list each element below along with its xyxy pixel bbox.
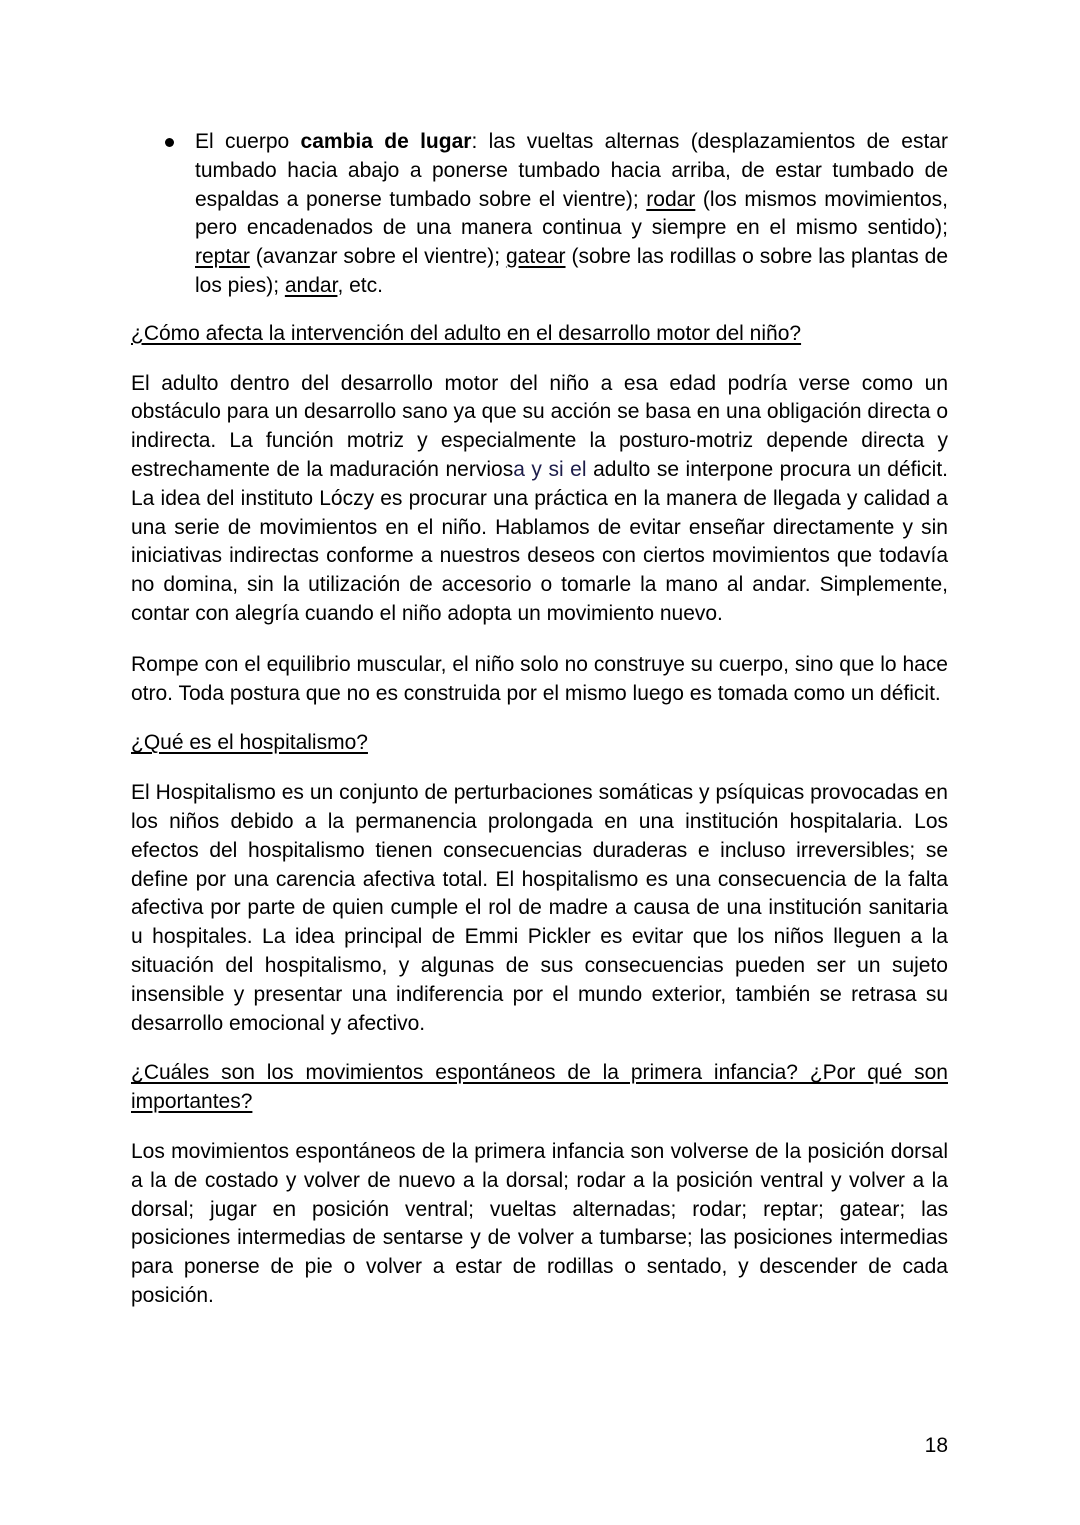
paragraph-1-part-a: El adulto dentro del desarrollo motor del niño a esa edad podría verse como un obstáculo para un desarrollo sano ya que su acción se basa en una obligación directa o indirecta. La función motriz y especialmente la posturo-motriz depende directa y estrechamente de la maduración nervios: [131, 371, 948, 481]
bullet-bold-term: cambia de lugar: [300, 130, 472, 153]
paragraph-1-part-c: adulto se interpone procura un déficit. La idea del instituto Lóczy es procurar una práctica en la manera de llegada y calidad a una serie de movimientos en el niño. Hablamos de evitar enseñar directamente y sin iniciativas indirectas conforme a nuestros deseos con ciertos movimientos que todavía no domina, sin la utilización de accesorio o tomarle la mano al andar. Simplemente, contar con alegría cuando el niño adopta un movimiento nuevo.: [131, 457, 948, 625]
question-heading-3: ¿Cuáles son los movimientos espontáneos de la primera infancia? ¿Por qué son importantes?: [131, 1061, 948, 1114]
bullet-prefix: El cuerpo: [195, 130, 301, 153]
term-rodar: rodar: [646, 187, 696, 211]
bullet-text-1: : las vueltas alternas (desplazamientos de estar tumbado hacia abajo a ponerse tumbado hacia arriba, de estar tumbado de espaldas a ponerse tumbado sobre el vientre);: [195, 130, 948, 211]
term-andar: andar: [284, 273, 338, 297]
bullet-text-2: (los mismos movimientos, pero encadenados de una manera continua y siempre en el mismo sentido);: [195, 187, 948, 240]
question-heading-1: ¿Cómo afecta la intervención del adulto en el desarrollo motor del niño?: [131, 321, 802, 345]
paragraph-spontaneous-movements: Los movimientos espontáneos de la primera infancia son volverse de la posición dorsal a la de costado y volver de nuevo a la dorsal; rodar a la posición ventral y volver a la dorsal; jugar en posición ventral; vueltas alternadas; rodar; reptar; gatear; las posiciones intermedias de sentarse y de volver a tumbarse; las posiciones intermedias para ponerse de pie o volver a estar de rodillas o sentado, y descender de cada posición.: [131, 1139, 948, 1307]
bullet-list-item: [131, 128, 948, 301]
bullet-text-3: (avanzar sobre el vientre);: [249, 245, 506, 269]
paragraph-muscular-balance: Rompe con el equilibrio muscular, el niño solo no construye su cuerpo, sino que lo hace otro. Toda postura que no es construida por el mismo luego es tomada como un déficit.: [131, 652, 948, 705]
bullet-paragraph: [195, 128, 948, 301]
page-content: [131, 128, 948, 1311]
term-reptar: reptar: [195, 245, 250, 269]
bullet-text-5: , etc.: [337, 273, 383, 297]
question-heading-2: ¿Qué es el hospitalismo?: [131, 731, 368, 755]
term-gatear: gatear: [505, 245, 566, 269]
paragraph-adult-intervention: [131, 370, 948, 629]
paragraph-hospitalism: El Hospitalismo es un conjunto de perturbaciones somáticas y psíquicas provocadas en los niños debido a la permanencia prolongada en una institución hospitalaria. Los efectos del hospitalismo tienen consecuencias duraderas e incluso irreversibles; se define por una carencia afectiva total. El hospitalismo es una consecuencia de la falta afectiva por parte de quien cumple el rol de madre a causa de una institución sanitaria u hospitales. La idea principal de Emmi Pickler es evitar que los niños lleguen a la situación del hospitalismo, y algunas de sus consecuencias pueden ser un sujeto insensible y presentar una indiferencia por el mundo exterior, también se retrasa su desarrollo emocional y afectivo.: [131, 781, 948, 1035]
bullet-text-4: (sobre las rodillas o sobre las plantas de los pies);: [195, 245, 949, 297]
page-number: 18: [924, 1434, 948, 1457]
paragraph-1-part-b: a y si el: [513, 457, 587, 481]
bullet-icon: [165, 138, 174, 147]
